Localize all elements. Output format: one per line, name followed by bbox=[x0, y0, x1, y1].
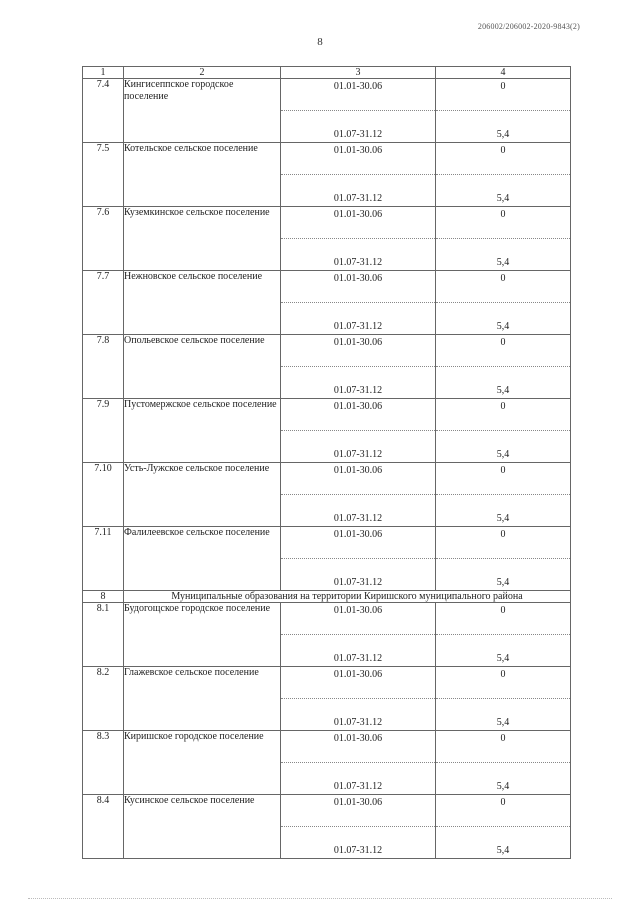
row-number: 7.6 bbox=[83, 207, 124, 271]
page-number: 8 bbox=[317, 36, 323, 48]
period-first-half: 01.01-30.06 bbox=[281, 603, 436, 635]
rate-second-half: 5,4 bbox=[436, 367, 571, 399]
section-title: Муниципальные образования на территории Киришского муниципального района bbox=[124, 591, 571, 603]
rate-first-half: 0 bbox=[436, 667, 571, 699]
rate-first-half: 0 bbox=[436, 335, 571, 367]
table-row bbox=[83, 795, 571, 827]
rate-first-half: 0 bbox=[436, 143, 571, 175]
rate-second-half: 5,4 bbox=[436, 827, 571, 859]
table-row bbox=[83, 399, 571, 431]
period-second-half: 01.07-31.12 bbox=[281, 699, 436, 731]
period-first-half: 01.01-30.06 bbox=[281, 207, 436, 239]
row-number: 7.11 bbox=[83, 527, 124, 591]
table-row bbox=[83, 603, 571, 635]
rate-first-half: 0 bbox=[436, 207, 571, 239]
municipality-name: Опольевское сельское поселение bbox=[124, 335, 281, 399]
table-row bbox=[83, 271, 571, 303]
table-row bbox=[83, 143, 571, 175]
municipality-name: Усть-Лужское сельское поселение bbox=[124, 463, 281, 527]
period-first-half: 01.01-30.06 bbox=[281, 271, 436, 303]
period-second-half: 01.07-31.12 bbox=[281, 367, 436, 399]
period-first-half: 01.01-30.06 bbox=[281, 79, 436, 111]
column-header: 1 bbox=[83, 67, 124, 79]
table-row bbox=[83, 463, 571, 495]
column-header: 4 bbox=[436, 67, 571, 79]
municipality-name: Котельское сельское поселение bbox=[124, 143, 281, 207]
municipality-name: Нежновское сельское поселение bbox=[124, 271, 281, 335]
municipality-name: Фалилеевское сельское поселение bbox=[124, 527, 281, 591]
municipality-name: Киришское городское поселение bbox=[124, 731, 281, 795]
municipality-name: Пустомержское сельское поселение bbox=[124, 399, 281, 463]
period-second-half: 01.07-31.12 bbox=[281, 635, 436, 667]
period-second-half: 01.07-31.12 bbox=[281, 175, 436, 207]
section-row bbox=[83, 591, 571, 603]
municipality-name: Куземкинское сельское поселение bbox=[124, 207, 281, 271]
scan-footer-line bbox=[28, 896, 612, 899]
rate-first-half: 0 bbox=[436, 79, 571, 111]
rate-second-half: 5,4 bbox=[436, 303, 571, 335]
rate-first-half: 0 bbox=[436, 399, 571, 431]
period-first-half: 01.01-30.06 bbox=[281, 731, 436, 763]
municipality-name: Кусинское сельское поселение bbox=[124, 795, 281, 859]
row-number: 8.1 bbox=[83, 603, 124, 667]
row-number: 7.10 bbox=[83, 463, 124, 527]
rate-second-half: 5,4 bbox=[436, 175, 571, 207]
period-second-half: 01.07-31.12 bbox=[281, 495, 436, 527]
period-first-half: 01.01-30.06 bbox=[281, 335, 436, 367]
period-second-half: 01.07-31.12 bbox=[281, 827, 436, 859]
column-header: 2 bbox=[124, 67, 281, 79]
row-number: 8.4 bbox=[83, 795, 124, 859]
table-row bbox=[83, 79, 571, 111]
period-second-half: 01.07-31.12 bbox=[281, 763, 436, 795]
section-number: 8 bbox=[83, 591, 124, 603]
row-number: 7.7 bbox=[83, 271, 124, 335]
period-first-half: 01.01-30.06 bbox=[281, 463, 436, 495]
period-second-half: 01.07-31.12 bbox=[281, 111, 436, 143]
rate-second-half: 5,4 bbox=[436, 559, 571, 591]
municipality-name: Кингисеппское городское поселение bbox=[124, 79, 281, 143]
rate-first-half: 0 bbox=[436, 603, 571, 635]
period-first-half: 01.01-30.06 bbox=[281, 667, 436, 699]
rate-second-half: 5,4 bbox=[436, 763, 571, 795]
table-row bbox=[83, 207, 571, 239]
row-number: 8.2 bbox=[83, 667, 124, 731]
period-second-half: 01.07-31.12 bbox=[281, 559, 436, 591]
rate-second-half: 5,4 bbox=[436, 699, 571, 731]
column-header: 3 bbox=[281, 67, 436, 79]
period-first-half: 01.01-30.06 bbox=[281, 527, 436, 559]
table-row bbox=[83, 527, 571, 559]
municipality-name: Глажевское сельское поселение bbox=[124, 667, 281, 731]
table-body bbox=[83, 79, 571, 859]
rate-first-half: 0 bbox=[436, 463, 571, 495]
period-first-half: 01.01-30.06 bbox=[281, 795, 436, 827]
rate-first-half: 0 bbox=[436, 731, 571, 763]
table-row bbox=[83, 667, 571, 699]
row-number: 7.4 bbox=[83, 79, 124, 143]
period-second-half: 01.07-31.12 bbox=[281, 239, 436, 271]
table-row bbox=[83, 731, 571, 763]
row-number: 7.5 bbox=[83, 143, 124, 207]
rate-second-half: 5,4 bbox=[436, 431, 571, 463]
rate-second-half: 5,4 bbox=[436, 495, 571, 527]
document-code: 206002/206002-2020-9843(2) bbox=[477, 22, 580, 31]
tariff-table bbox=[82, 66, 571, 859]
period-second-half: 01.07-31.12 bbox=[281, 303, 436, 335]
rate-second-half: 5,4 bbox=[436, 239, 571, 271]
period-first-half: 01.01-30.06 bbox=[281, 143, 436, 175]
table-row bbox=[83, 335, 571, 367]
period-first-half: 01.01-30.06 bbox=[281, 399, 436, 431]
row-number: 7.9 bbox=[83, 399, 124, 463]
rate-first-half: 0 bbox=[436, 795, 571, 827]
rate-second-half: 5,4 bbox=[436, 111, 571, 143]
municipality-name: Будогощское городское поселение bbox=[124, 603, 281, 667]
row-number: 8.3 bbox=[83, 731, 124, 795]
rate-second-half: 5,4 bbox=[436, 635, 571, 667]
rate-first-half: 0 bbox=[436, 271, 571, 303]
period-second-half: 01.07-31.12 bbox=[281, 431, 436, 463]
rate-first-half: 0 bbox=[436, 527, 571, 559]
table-header-row bbox=[83, 67, 571, 79]
row-number: 7.8 bbox=[83, 335, 124, 399]
